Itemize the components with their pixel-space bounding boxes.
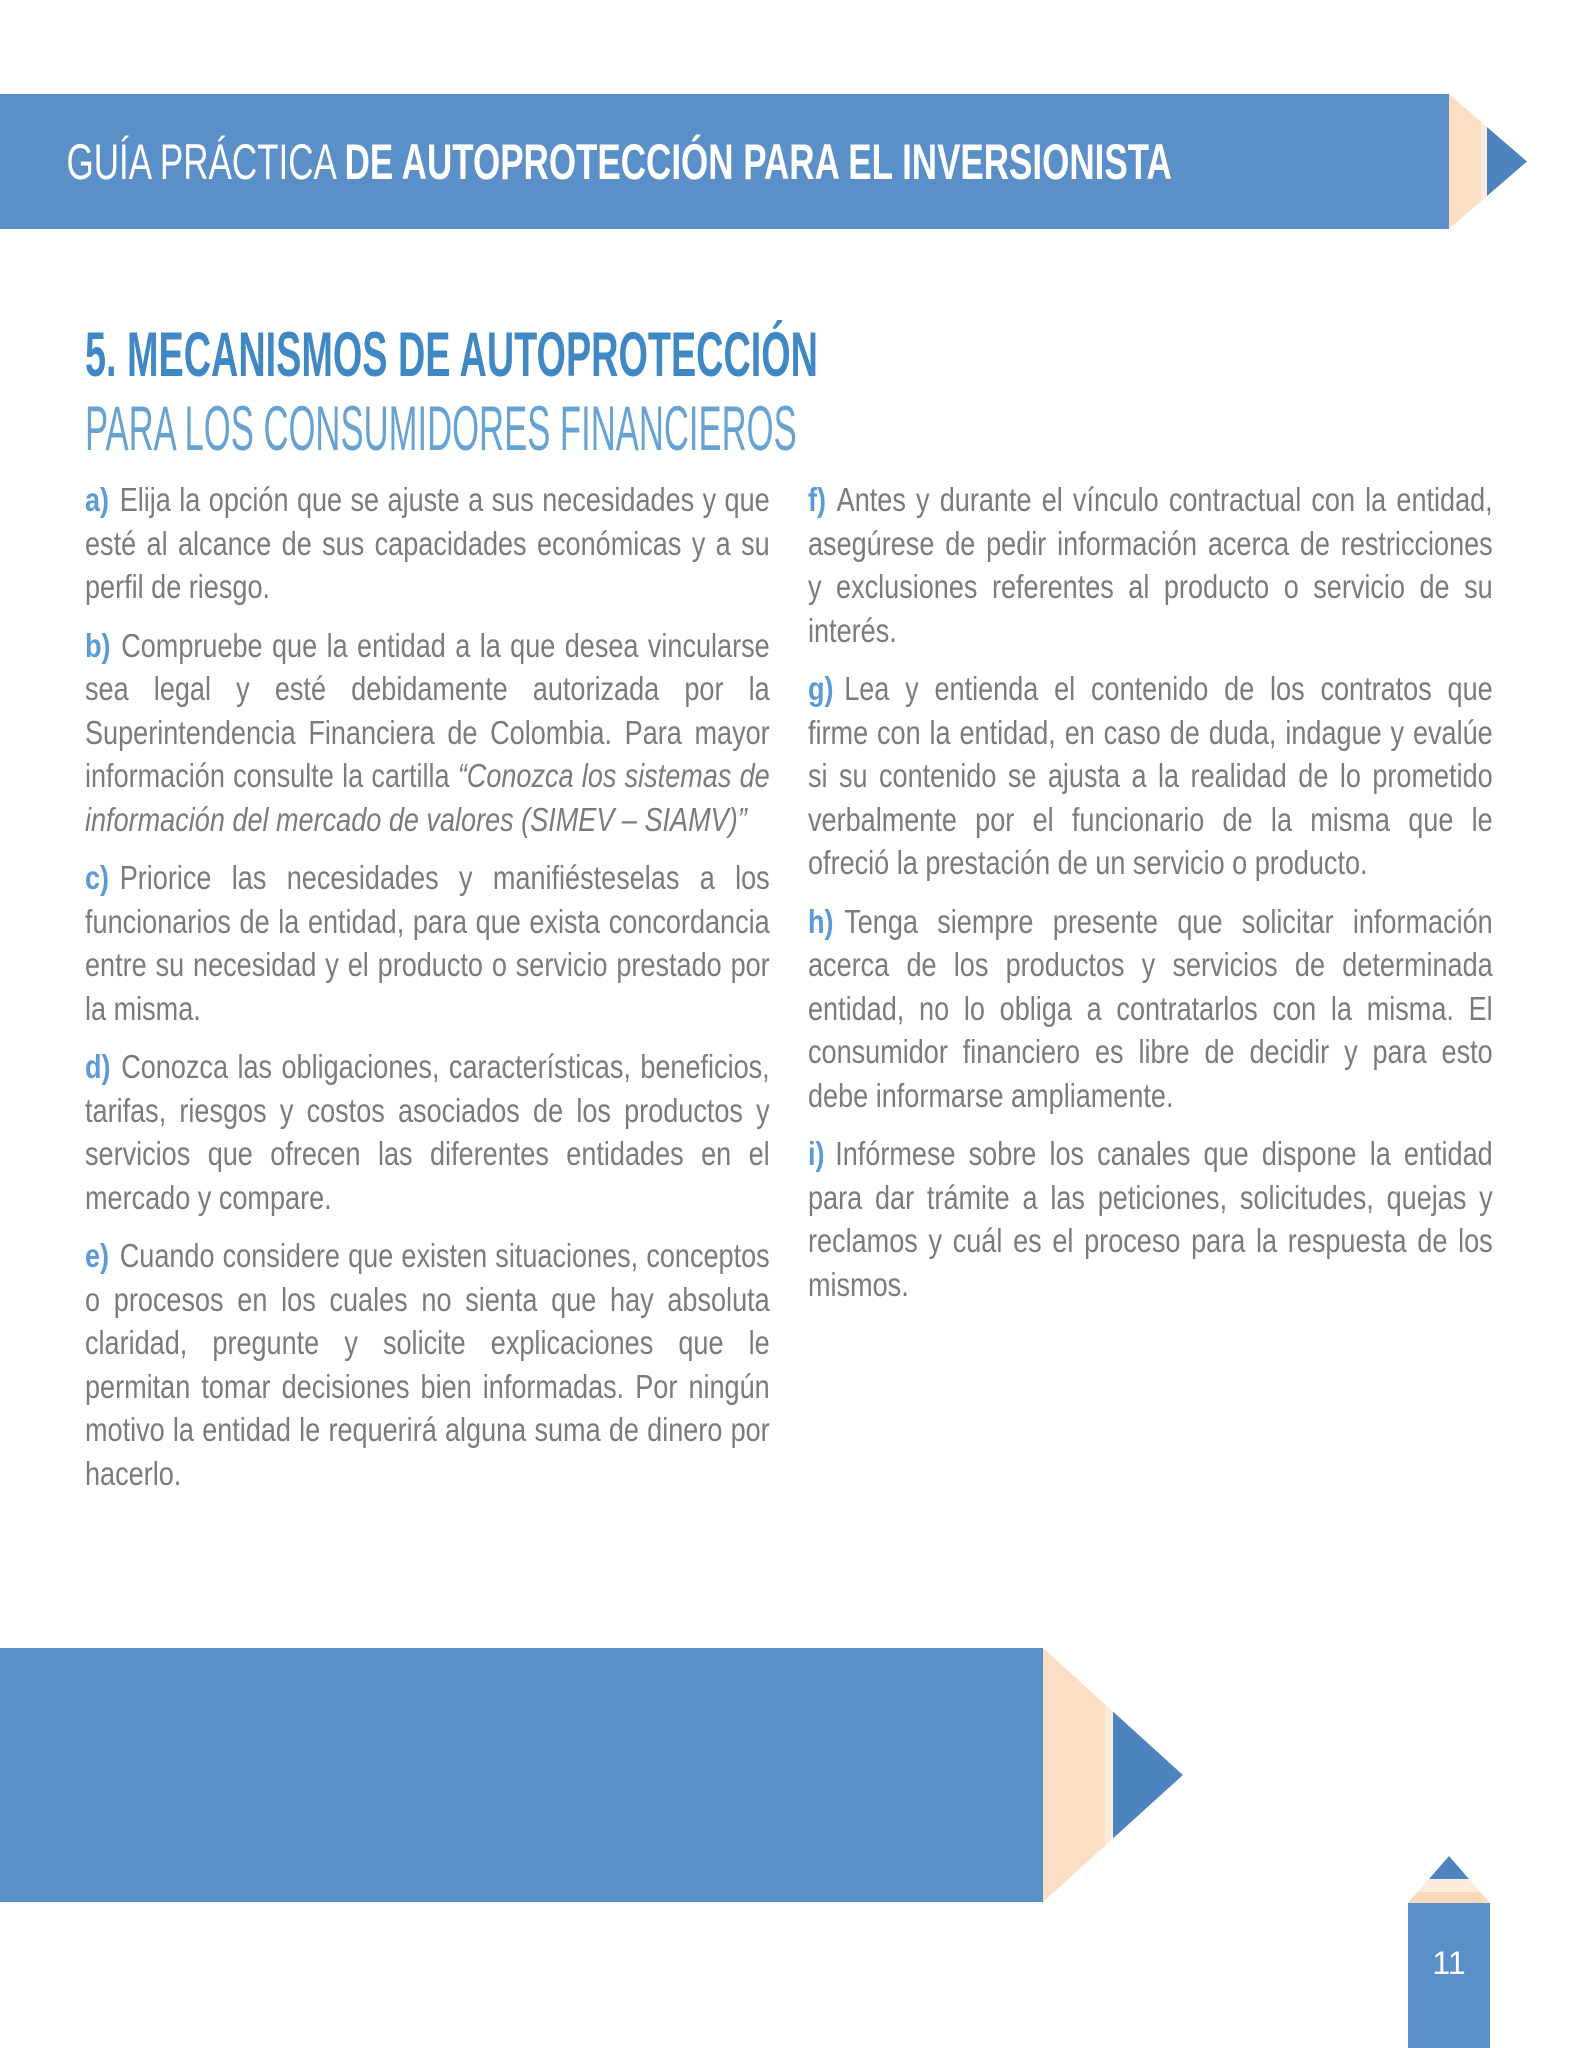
header-pencil-tip-icon (1449, 94, 1527, 229)
column-right (808, 478, 1493, 1321)
item-text: Cuando considere que existen situaciones, conceptos o procesos en los cuales no sienta que hay absoluta claridad, pregunte y solicite explicaciones que le permitan tomar decisiones bien informadas. Por ningún motivo la entidad le requerirá alguna suma de dinero por hacerlo. (85, 1237, 770, 1492)
item-text: Infórmese sobre los canales que dispone la entidad para dar trámite a las peticiones, solicitudes, quejas y reclamos y cuál es el proceso para la respuesta de los mismos. (808, 1135, 1493, 1303)
page-pencil-tip-icon (1408, 1856, 1490, 1903)
item-letter: f) (808, 481, 827, 518)
header-banner (0, 94, 1449, 229)
item-text: Elija la opción que se ajuste a sus necesidades y que esté al alcance de sus capacidades económicas y a su perfil de riesgo. (85, 481, 770, 605)
pencil-stripe-shape (1408, 1879, 1490, 1892)
bottom-pencil-tip-icon (1043, 1648, 1183, 1902)
item-letter: e) (85, 1237, 110, 1274)
pencil-stripe-shape (1481, 94, 1488, 229)
item-letter: b) (85, 626, 111, 664)
header-title (0, 133, 1172, 191)
item-letter: a) (85, 481, 110, 518)
list-item-f (808, 478, 1493, 652)
page-pencil-body (1408, 1903, 1490, 2048)
pencil-stripe-shape (1105, 1648, 1113, 1902)
item-text: Compruebe que la entidad a la que desea vincularse sea legal y esté debidamente autorizada por la Superintendencia Financiera de Colombia. Para mayor información consulte la cartilla (85, 626, 770, 794)
list-item-c (85, 856, 770, 1030)
item-letter: c) (85, 859, 110, 896)
item-text: Lea y entienda el contenido de los contratos que firme con la entidad, en caso de duda, indague y evalúe si su contenido se ajusta a la realidad de lo prometido verbalmente por el funcionario de la misma que le ofreció la prestación de un servicio o producto. (808, 670, 1493, 881)
item-letter: d) (85, 1048, 111, 1085)
list-item-d (85, 1045, 770, 1219)
section-title-line2: PARA LOS CONSUMIDORES FINANCIEROS (85, 394, 797, 465)
list-item-h (808, 900, 1493, 1118)
page-number: 11 (1432, 1945, 1466, 1981)
list-item-a (85, 478, 770, 609)
section-title-line1: 5. MECANISMOS DE AUTOPROTECCIÓN (85, 320, 818, 391)
header-title-light: GUÍA PRÁCTICA (66, 133, 345, 190)
column-left (85, 478, 770, 1510)
header-title-bold: DE AUTOPROTECCIÓN PARA EL INVERSIONISTA (344, 133, 1172, 190)
item-letter: i) (808, 1135, 825, 1172)
bottom-banner (0, 1648, 1043, 1902)
item-text: Tenga siempre presente que solicitar información acerca de los productos y servicios de determinada entidad, no lo obliga a contratarlos con la misma. El consumidor financiero es libre de decidir y para esto debe informarse ampliamente. (808, 902, 1493, 1114)
item-text-italic: “Conozca los sistemas de información del mercado de valores (SIMEV – SIAMV)” (85, 757, 770, 838)
list-item-g (808, 667, 1493, 885)
list-item-i (808, 1132, 1493, 1306)
item-text: Conozca las obligaciones, características, beneficios, tarifas, riesgos y costos asociados de los productos y servicios que ofrecen las diferentes entidades en el mercado y compare. (85, 1048, 770, 1216)
list-item-e (85, 1234, 770, 1495)
item-letter: h) (808, 902, 834, 940)
item-text: Priorice las necesidades y manifiésteselas a los funcionarios de la entidad, para que exista concordancia entre su necesidad y el producto o servicio prestado por la misma. (85, 859, 770, 1027)
list-item-b (85, 624, 770, 842)
item-letter: g) (808, 670, 834, 707)
item-text: Antes y durante el vínculo contractual con la entidad, asegúrese de pedir información acerca de restricciones y exclusiones referentes al producto o servicio de su interés. (808, 481, 1493, 649)
